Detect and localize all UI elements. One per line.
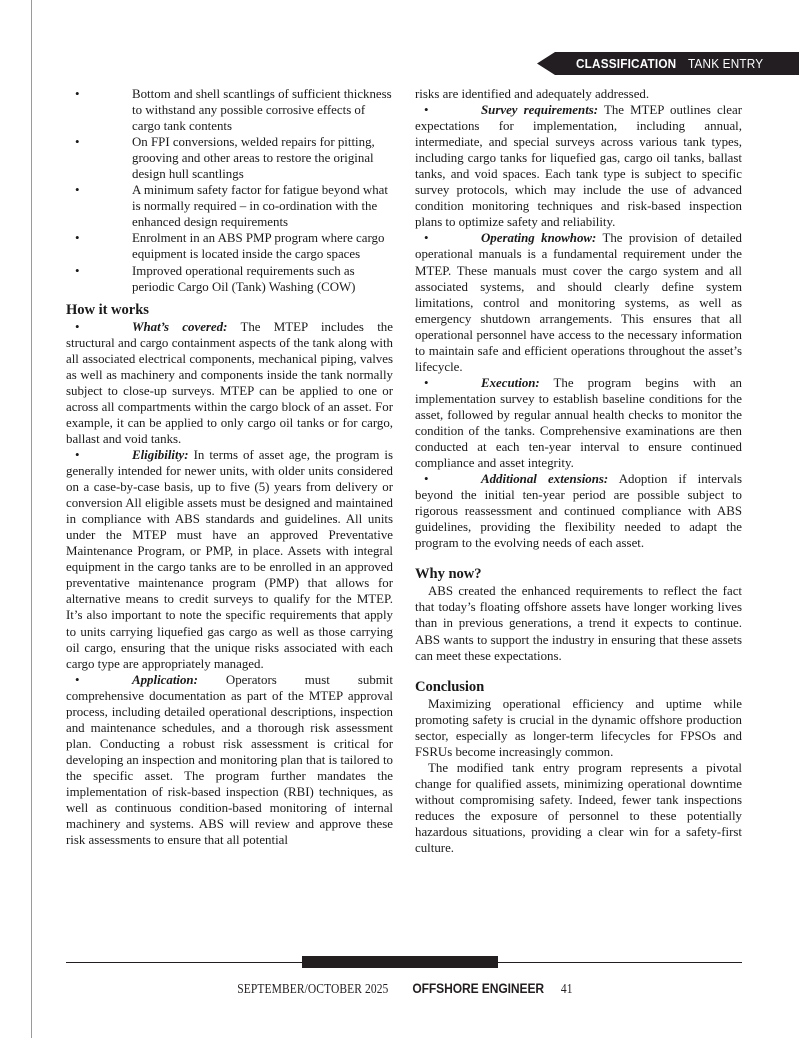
runin-text: The provision of detailed operational manuals is a fundamental requirement under the MTEP. These manuals must cover the cargo system and all associated systems, and should clearly define system limitations, control and monitoring systems, as well as emergency shutdown arrangements. This ensures that all operational personnel have access to the necessary information to maintain safe and efficient operations throughout the asset’s lifecycle. [415, 231, 742, 374]
bullet-marker: • [75, 672, 80, 687]
runin-execution [415, 375, 742, 471]
banner-kicker-label: CLASSIFICATION [576, 56, 677, 71]
paragraph-conclusion-1: Maximizing operational efficiency and uptime while promoting safety is crucial in the dynamic offshore production sector, especially as longer-term lifecycles for FPSOs and FSRUs become increasingly common. [415, 696, 742, 759]
banner-section-label: TANK ENTRY [687, 56, 763, 71]
runin-term: Survey requirements: [481, 103, 599, 118]
runin-lead [415, 230, 481, 246]
footer-rule-center-bar [302, 956, 498, 968]
page-gutter-line [31, 0, 32, 1038]
classification-banner [537, 52, 799, 75]
runin-term: What’s covered: [132, 319, 228, 334]
runin-text: In terms of asset age, the program is generally intended for newer units, with older units considered on a case-by-case basis, up to five (5) years from delivery or conversion All eligible assets must be designed and maintained in compliance with ABS standards and guidelines. All units under the MTEP must have an approved Preventative Maintenance Program, or PMP, in place. Assets with integral equipment in the cargo tanks are to be enrolled in an approved preventative maintenance program (PMP) that allows for alternative means to credit surveys to qualify for the MTEP. It’s also important to note the specific requirements that apply to units carrying liquefied gas cargo as well as those carrying oil cargo, ensuring that the unique risks associated with each cargo type are appropriately managed. [66, 447, 393, 671]
list-item [66, 230, 393, 262]
list-item [66, 263, 393, 295]
runin-additional-extensions [415, 471, 742, 551]
runin-whats-covered [66, 319, 393, 447]
bullet-marker: • [75, 183, 80, 198]
list-item-text: Bottom and shell scantlings of sufficient thickness to withstand any possible corrosive effects of cargo tank contents [132, 87, 392, 134]
bullet-marker: • [424, 472, 429, 487]
bullet-marker: • [75, 319, 80, 334]
bullet-marker: • [75, 231, 80, 246]
runin-operating-knowhow [415, 230, 742, 374]
bullet-marker: • [424, 103, 429, 118]
list-item-text: Improved operational requirements such as periodic Cargo Oil (Tank) Washing (COW) [132, 263, 356, 294]
runin-lead [66, 319, 132, 335]
bullet-marker: • [424, 231, 429, 246]
bullet-marker: • [75, 263, 80, 278]
runin-term: Application: [132, 672, 198, 687]
heading-conclusion: Conclusion [415, 678, 485, 695]
runin-application [66, 672, 393, 849]
runin-text: The MTEP outlines clear expectations for implementation, including annual, intermediate, and special surveys across various tank types, including cargo tanks for liquefied gas, cargo oil tanks, ballast tanks, and void spaces. Each tank type is subject to specific survey protocols, which may include the use of advanced condition monitoring techniques and risk-based inspection plans to optimize safety and reliability. [415, 103, 742, 230]
runin-lead [415, 471, 481, 487]
list-item [66, 134, 393, 182]
heading-why-now: Why now? [415, 566, 482, 583]
footer-publication-name: OFFSHORE ENGINEER [412, 981, 545, 996]
bullet-marker: • [75, 447, 80, 462]
runin-lead [66, 672, 132, 688]
runin-lead [415, 102, 481, 118]
bullet-marker: • [424, 375, 429, 390]
runin-eligibility [66, 447, 393, 672]
footer [0, 980, 799, 998]
runin-term: Execution: [481, 375, 540, 390]
bullet-marker: • [75, 87, 80, 101]
heading-how-it-works: How it works [66, 301, 149, 318]
right-column [415, 86, 742, 856]
footer-issue-date: SEPTEMBER/OCTOBER 2025 [237, 981, 389, 996]
bullet-marker: • [75, 135, 80, 150]
runin-term: Additional extensions: [481, 472, 609, 487]
paragraph-conclusion-2: The modified tank entry program represents a pivotal change for qualified assets, minimizing operational downtime without compromising safety. Indeed, fewer tank inspections reduces the exposure of personnel to these potentially hazardous situations, providing a clear win for a safety-first culture. [415, 760, 742, 856]
list-item-text: A minimum safety factor for fatigue beyond what is normally required – in co-ordination with the enhanced design requirements [132, 183, 388, 230]
runin-term: Eligibility: [132, 447, 189, 462]
runin-text: Operators must submit comprehensive documentation as part of the MTEP approval process, including detailed operational descriptions, inspection and maintenance schedules, and a thorough risk assessment plan. Conducting a robust risk assessment is critical for developing an inspection and monitoring plan that is tailored to the specific asset. The program further mandates the implementation of risk-based inspection (RBI) techniques, as well as continuous condition-based monitoring of internal machinery and systems. ABS will review and approve these risk assessments to ensure that all potential [66, 672, 393, 848]
banner-labels [537, 52, 799, 75]
runin-text: The program begins with an implementation survey to establish baseline conditions for the asset, followed by regular annual health checks to monitor the condition of the tanks. Comprehensive examinations are then conducted at each ten-year interval to ensure continued compliance and asset integrity. [415, 375, 742, 471]
list-item-text: On FPI conversions, welded repairs for pitting, grooving and other areas to restore the original design hull scantlings [132, 135, 375, 182]
footer-page-number: 41 [561, 981, 573, 996]
paragraph-why-now: ABS created the enhanced requirements to reflect the fact that today’s floating offshore assets have longer working lives than in previous generations, a trend it expects to continue. ABS wants to support the industry in ensuring that these assets can meet these expectations. [415, 584, 742, 663]
runin-lead [415, 375, 481, 391]
runin-term: Operating knowhow: [481, 231, 597, 246]
list-item [66, 86, 393, 134]
runin-text: The MTEP includes the structural and cargo containment aspects of the tank along with all associated electrical components, mechanical piping, valves as well as machinery and components inside the tank normally subject to close-up surveys. MTEP can be applied to one or across all compartments within the cargo block of an asset. For example, it can be applied to only cargo oil tanks or for cargo, ballast and void tanks. [66, 319, 393, 446]
runin-survey-requirements [415, 102, 742, 230]
runin-text: Adoption if intervals beyond the initial ten-year period are possible subject to rigorous reassessment and continued compliance with ABS guidelines, providing the flexibility needed to adapt the program to the evolving needs of each asset. [415, 472, 742, 551]
left-column [66, 86, 393, 856]
list-item [66, 182, 393, 230]
runin-lead [66, 447, 132, 463]
list-item-text: Enrolment in an ABS PMP program where cargo equipment is located inside the cargo spaces [132, 231, 385, 262]
requirements-bullet-list [66, 86, 393, 295]
paragraph-continuation: risks are identified and adequately addressed. [415, 87, 650, 101]
article-body [66, 86, 742, 856]
